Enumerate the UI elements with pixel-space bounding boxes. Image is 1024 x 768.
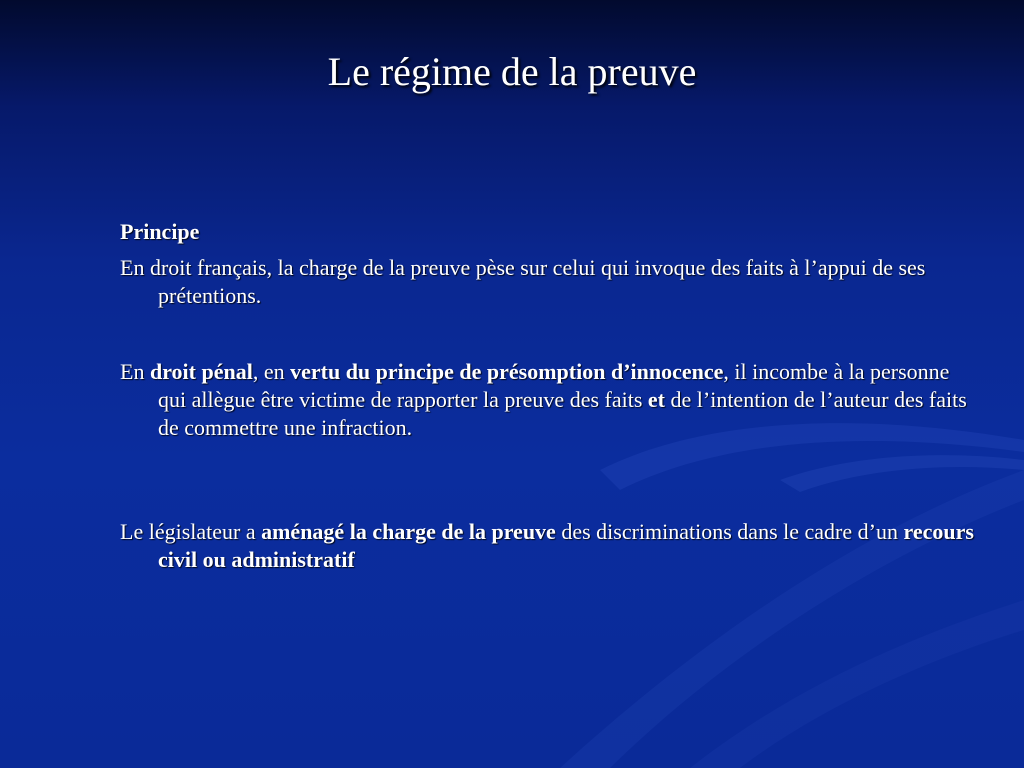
text-run: , en (252, 359, 291, 384)
text-run: de l’intention de l’auteur des faits de commettre une infraction. (158, 387, 967, 440)
bold-term-burden-of-proof: aménagé la charge de la preuve (261, 519, 556, 544)
slide-title: Le régime de la preuve (327, 49, 697, 94)
paragraph-penal-law (120, 358, 980, 442)
bold-term-civil-or-administrative-recourse: recours civil ou administratif (158, 519, 974, 572)
slide-body (120, 218, 980, 574)
text-run: Le législateur a (120, 519, 262, 544)
paragraph-principle: En droit français, la charge de la preuve pèse sur celui qui invoque des faits à l’appui de ses prétentions. (120, 255, 926, 308)
paragraph-legislator (120, 518, 980, 574)
text-run: , il incombe à la personne qui allègue être victime de rapporter la preuve des faits (158, 359, 950, 412)
bold-term-and: et (647, 387, 665, 412)
bold-term-penal-law: droit pénal (149, 359, 253, 384)
text-run: des discriminations dans le cadre d’un (555, 519, 904, 544)
section-heading: Principe (120, 219, 200, 244)
text-run: En (120, 359, 150, 384)
bold-term-presumption-of-innocence: vertu du principe de présomption d’innocence (290, 359, 724, 384)
